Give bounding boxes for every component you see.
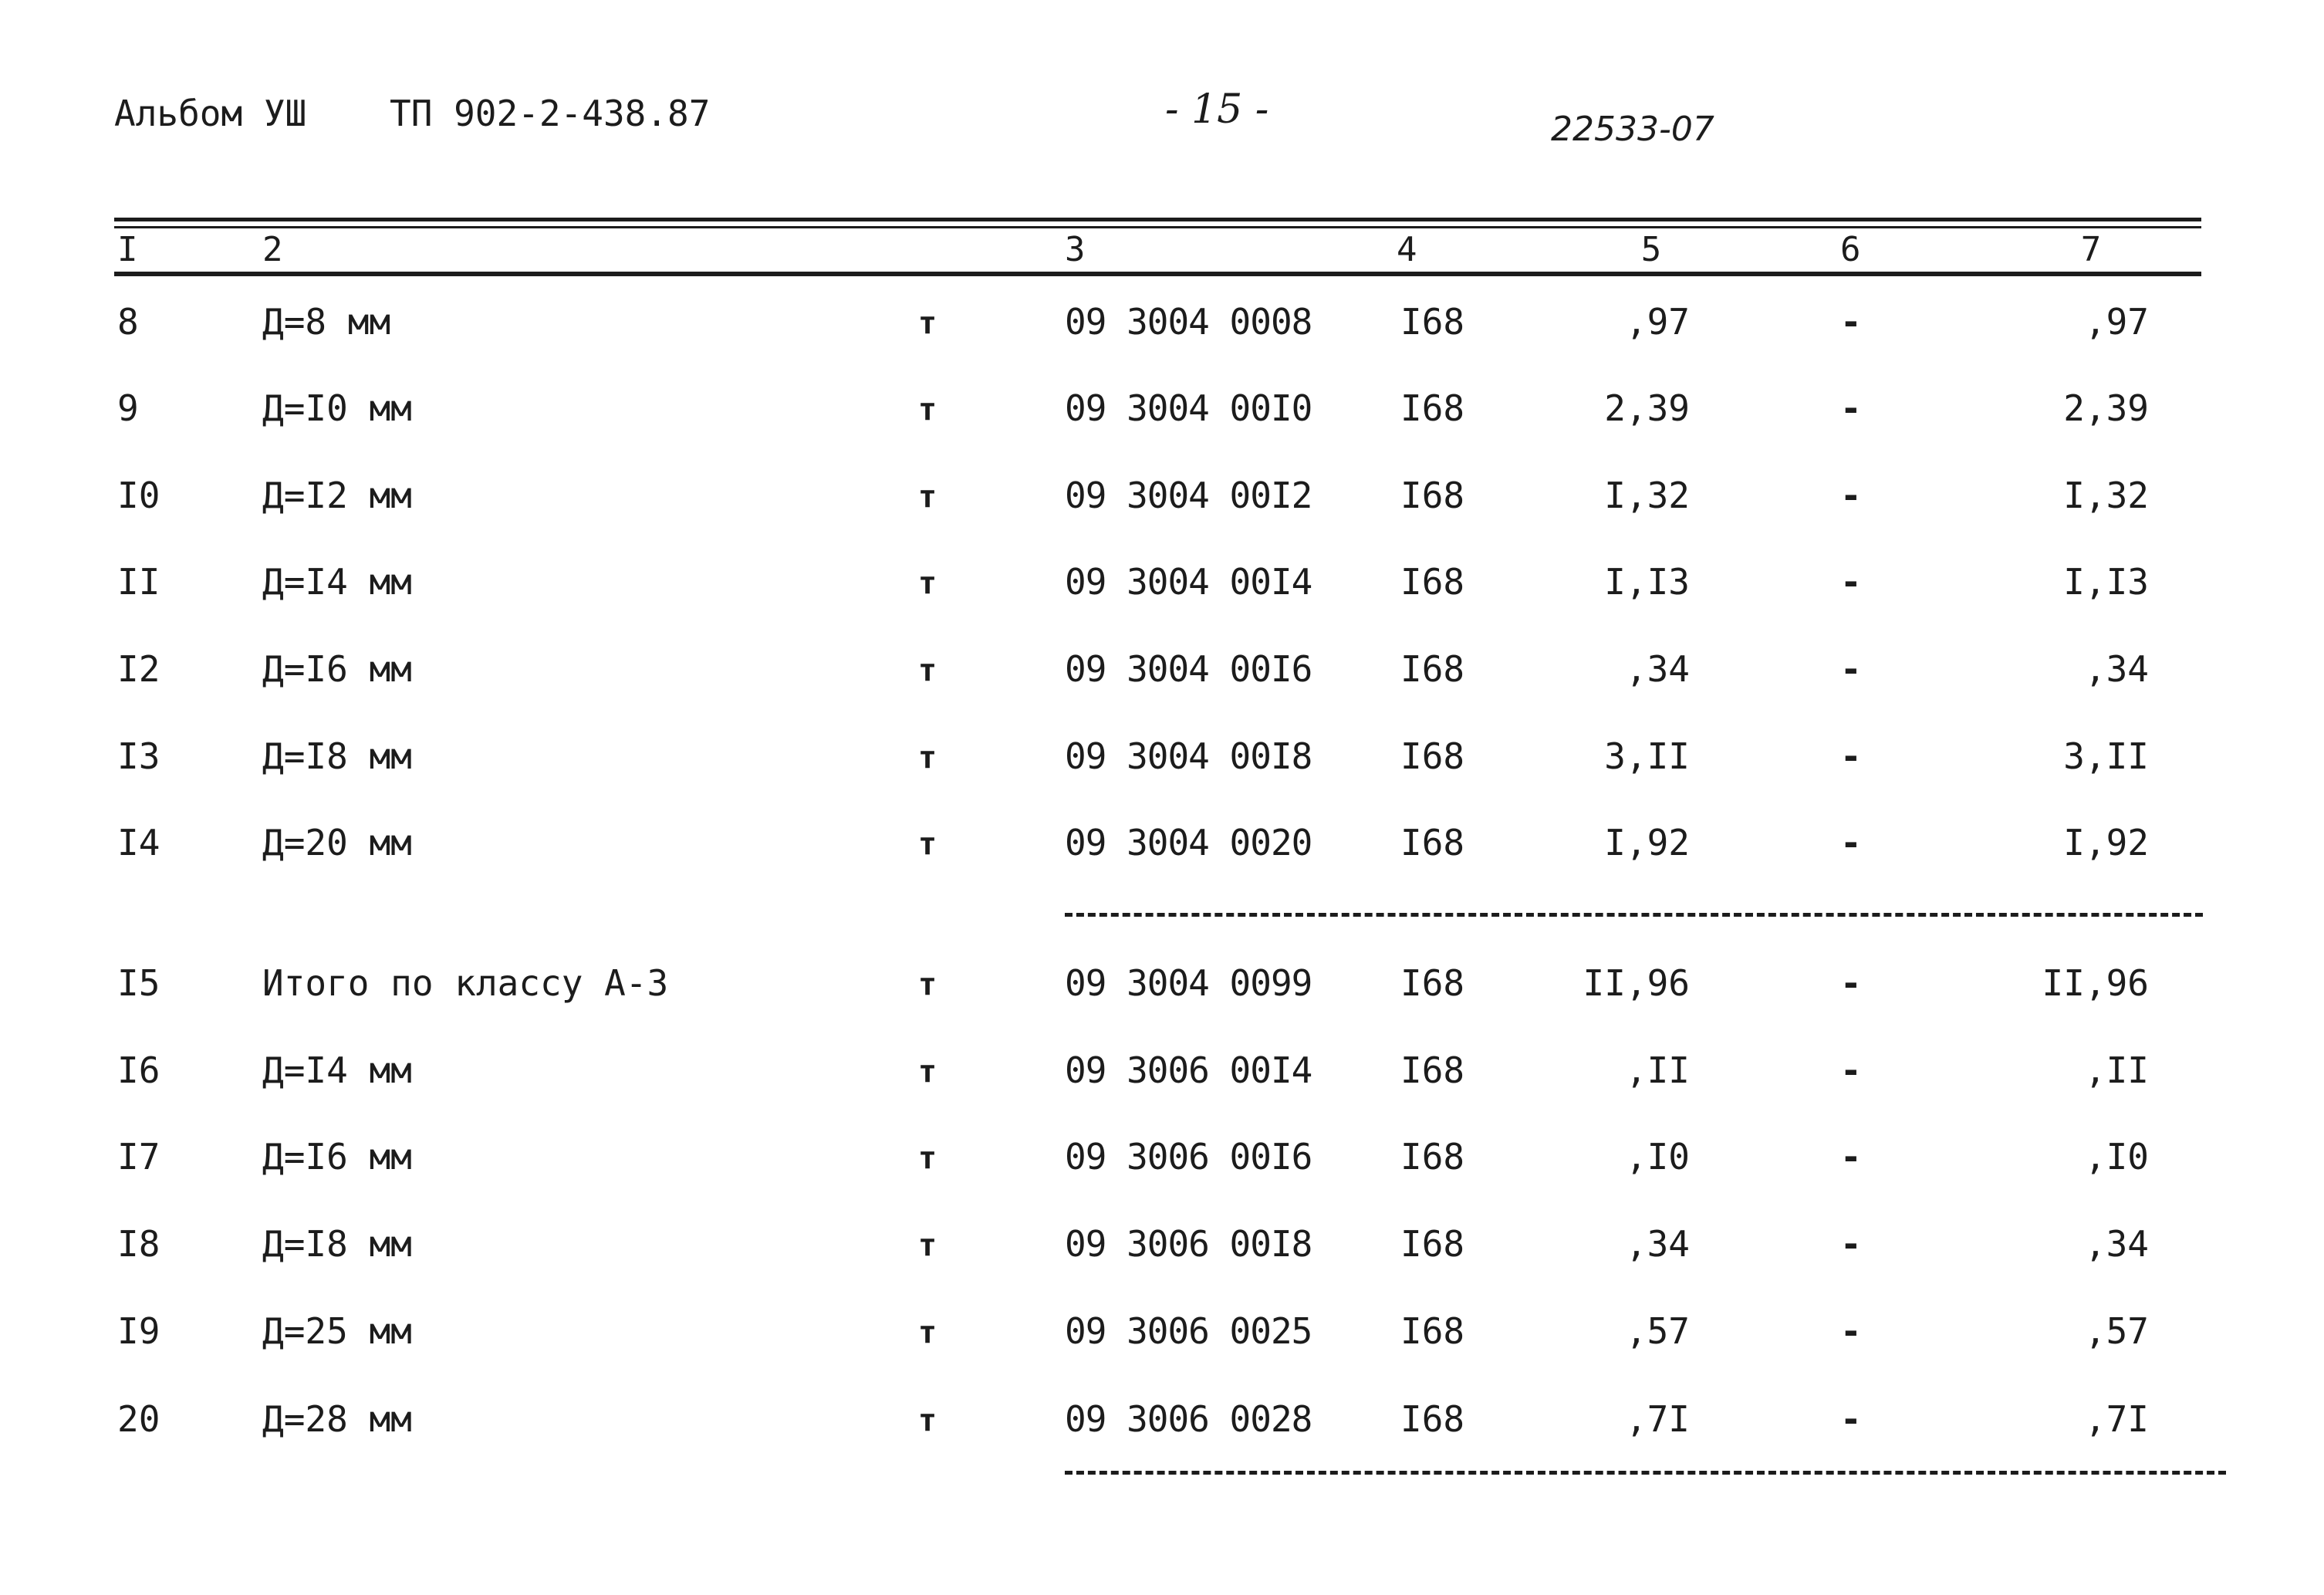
column-6-value: - bbox=[1840, 301, 1862, 343]
table-top-rule bbox=[114, 218, 2201, 221]
column-6-value: - bbox=[1840, 962, 1862, 1004]
row-number: I5 bbox=[117, 962, 160, 1004]
unit: т bbox=[918, 479, 937, 515]
column-7-value: ,II bbox=[2084, 1049, 2149, 1091]
unit: т bbox=[918, 1315, 937, 1350]
unit: т bbox=[918, 1140, 937, 1176]
table-row bbox=[0, 735, 2324, 797]
row-number: I8 bbox=[117, 1223, 160, 1265]
column-7-value: ,7I bbox=[2084, 1398, 2149, 1440]
column-4-value: I68 bbox=[1400, 1049, 1465, 1091]
column-7-value: I,I3 bbox=[2063, 561, 2149, 603]
table-row bbox=[0, 1398, 2324, 1460]
table-row bbox=[0, 1049, 2324, 1111]
header-underline bbox=[114, 272, 2201, 276]
column-6-value: - bbox=[1840, 648, 1862, 690]
row-number: I3 bbox=[117, 735, 160, 777]
column-header-2: 2 bbox=[262, 230, 283, 269]
item-code: 09 3004 0008 bbox=[1065, 301, 1312, 343]
unit: т bbox=[918, 306, 937, 341]
table-row bbox=[0, 648, 2324, 710]
column-header-3: 3 bbox=[1065, 230, 1086, 269]
column-header-4: 4 bbox=[1397, 230, 1417, 269]
row-number: 20 bbox=[117, 1398, 160, 1440]
column-header-6: 6 bbox=[1840, 230, 1861, 269]
table-row bbox=[0, 387, 2324, 449]
unit: т bbox=[918, 1228, 937, 1263]
column-4-value: I68 bbox=[1400, 1223, 1465, 1265]
item-code: 09 3006 00I8 bbox=[1065, 1223, 1312, 1265]
item-code: 09 3006 00I4 bbox=[1065, 1049, 1312, 1091]
column-7-value: 2,39 bbox=[2063, 387, 2149, 429]
unit: т bbox=[918, 1403, 937, 1438]
column-5-value: ,II bbox=[1625, 1049, 1690, 1091]
item-code: 09 3004 00I6 bbox=[1065, 648, 1312, 690]
item-name: Д=I0 мм bbox=[262, 387, 412, 429]
item-name: Д=I2 мм bbox=[262, 475, 412, 516]
item-code: 09 3004 00I2 bbox=[1065, 475, 1312, 516]
column-7-value: ,34 bbox=[2084, 648, 2149, 690]
column-7-value: ,97 bbox=[2084, 301, 2149, 343]
column-6-value: - bbox=[1840, 1398, 1862, 1440]
column-6-value: - bbox=[1840, 1223, 1862, 1265]
column-7-value: I,32 bbox=[2063, 475, 2149, 516]
column-5-value: ,97 bbox=[1625, 301, 1690, 343]
row-number: I4 bbox=[117, 822, 160, 863]
column-4-value: I68 bbox=[1400, 301, 1465, 343]
item-name: Д=I6 мм bbox=[262, 1136, 412, 1178]
item-name: Д=8 мм bbox=[262, 301, 391, 343]
item-name: Д=25 мм bbox=[262, 1310, 412, 1352]
row-number: I7 bbox=[117, 1136, 160, 1178]
table-row bbox=[0, 1136, 2324, 1198]
column-7-value: ,34 bbox=[2084, 1223, 2149, 1265]
column-4-value: I68 bbox=[1400, 1136, 1465, 1178]
unit: т bbox=[918, 967, 937, 1002]
column-4-value: I68 bbox=[1400, 822, 1465, 863]
album-label: Альбом УШ bbox=[114, 93, 307, 134]
item-name: Д=I6 мм bbox=[262, 648, 412, 690]
table-row bbox=[0, 1310, 2324, 1372]
item-code: 09 3006 00I6 bbox=[1065, 1136, 1312, 1178]
item-code: 09 3004 0020 bbox=[1065, 822, 1312, 863]
row-number: I0 bbox=[117, 475, 160, 516]
item-name: Д=I8 мм bbox=[262, 1223, 412, 1265]
table-row bbox=[0, 561, 2324, 623]
column-4-value: I68 bbox=[1400, 648, 1465, 690]
column-5-value: 3,II bbox=[1604, 735, 1690, 777]
row-number: 9 bbox=[117, 387, 139, 429]
column-5-value: I,I3 bbox=[1604, 561, 1690, 603]
item-name: Итого по классу А-3 bbox=[262, 962, 669, 1004]
column-header-1: I bbox=[117, 230, 138, 269]
archive-code: 22533-07 bbox=[1551, 110, 1714, 149]
item-code: 09 3004 00I8 bbox=[1065, 735, 1312, 777]
item-name: Д=28 мм bbox=[262, 1398, 412, 1440]
column-5-value: ,34 bbox=[1625, 1223, 1690, 1265]
document-number: ТП 902-2-438.87 bbox=[390, 93, 711, 134]
row-number: I6 bbox=[117, 1049, 160, 1091]
row-number: II bbox=[117, 561, 160, 603]
column-5-value: ,7I bbox=[1625, 1398, 1690, 1440]
column-4-value: I68 bbox=[1400, 735, 1465, 777]
column-5-value: 2,39 bbox=[1604, 387, 1690, 429]
column-6-value: - bbox=[1840, 822, 1862, 863]
item-code: 09 3006 0028 bbox=[1065, 1398, 1312, 1440]
column-4-value: I68 bbox=[1400, 1310, 1465, 1352]
unit: т bbox=[918, 392, 937, 427]
column-header-5: 5 bbox=[1640, 230, 1662, 269]
column-5-value: ,34 bbox=[1625, 648, 1690, 690]
column-4-value: I68 bbox=[1400, 387, 1465, 429]
unit: т bbox=[918, 653, 937, 688]
bottom-dashed-rule bbox=[1065, 1471, 2226, 1475]
item-name: Д=I8 мм bbox=[262, 735, 412, 777]
item-code: 09 3004 0099 bbox=[1065, 962, 1312, 1004]
row-number: 8 bbox=[117, 301, 139, 343]
column-5-value: ,I0 bbox=[1625, 1136, 1690, 1178]
item-code: 09 3004 00I0 bbox=[1065, 387, 1312, 429]
table-row bbox=[0, 822, 2324, 884]
column-4-value: I68 bbox=[1400, 962, 1465, 1004]
column-4-value: I68 bbox=[1400, 561, 1465, 603]
subtotal-dashed-rule bbox=[1065, 913, 2203, 917]
row-number: I2 bbox=[117, 648, 160, 690]
column-7-value: 3,II bbox=[2063, 735, 2149, 777]
table-row bbox=[0, 475, 2324, 536]
column-5-value: I,32 bbox=[1604, 475, 1690, 516]
table-row bbox=[0, 301, 2324, 363]
item-name: Д=20 мм bbox=[262, 822, 412, 863]
column-6-value: - bbox=[1840, 735, 1862, 777]
column-6-value: - bbox=[1840, 1049, 1862, 1091]
page-number: - 15 - bbox=[1165, 86, 1269, 133]
unit: т bbox=[918, 740, 937, 776]
column-7-value: ,57 bbox=[2084, 1310, 2149, 1352]
column-6-value: - bbox=[1840, 561, 1862, 603]
column-6-value: - bbox=[1840, 387, 1862, 429]
column-7-value: II,96 bbox=[2042, 962, 2149, 1004]
column-6-value: - bbox=[1840, 475, 1862, 516]
column-5-value: I,92 bbox=[1604, 822, 1690, 863]
column-4-value: I68 bbox=[1400, 1398, 1465, 1440]
column-7-value: I,92 bbox=[2063, 822, 2149, 863]
column-4-value: I68 bbox=[1400, 475, 1465, 516]
item-name: Д=I4 мм bbox=[262, 1049, 412, 1091]
unit: т bbox=[918, 1054, 937, 1090]
item-name: Д=I4 мм bbox=[262, 561, 412, 603]
column-7-value: ,I0 bbox=[2084, 1136, 2149, 1178]
unit: т bbox=[918, 566, 937, 601]
unit: т bbox=[918, 826, 937, 862]
column-6-value: - bbox=[1840, 1136, 1862, 1178]
table-top-rule-inner bbox=[114, 226, 2201, 228]
item-code: 09 3006 0025 bbox=[1065, 1310, 1312, 1352]
item-code: 09 3004 00I4 bbox=[1065, 561, 1312, 603]
table-row bbox=[0, 1223, 2324, 1285]
column-5-value: ,57 bbox=[1625, 1310, 1690, 1352]
table-row bbox=[0, 962, 2324, 1024]
column-header-7: 7 bbox=[2080, 230, 2102, 269]
row-number: I9 bbox=[117, 1310, 160, 1352]
column-5-value: II,96 bbox=[1583, 962, 1690, 1004]
column-6-value: - bbox=[1840, 1310, 1862, 1352]
